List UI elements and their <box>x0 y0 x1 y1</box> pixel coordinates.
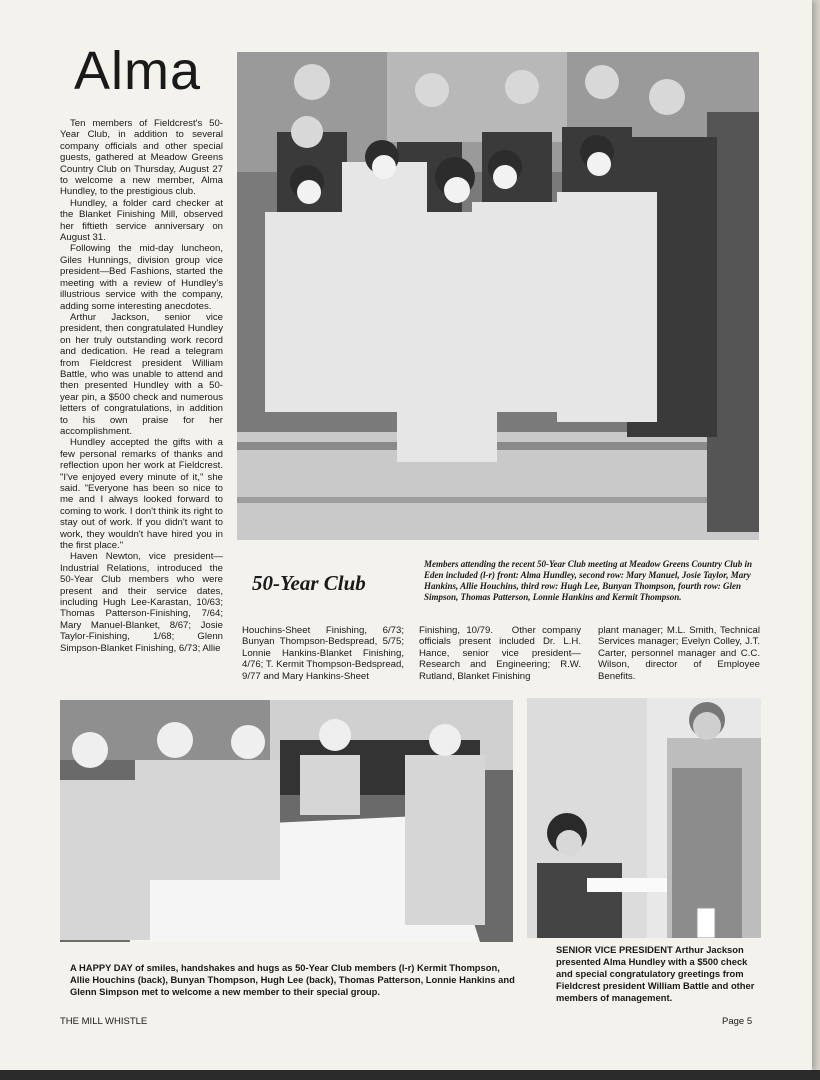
paragraph: Finishing, 10/79. Other company officials present included Dr. L.H. Hance, senior vice president—Research and Engineering; R.W. Rutland, Blanket Finishing <box>419 625 581 682</box>
paragraph: Following the mid-day luncheon, Giles Hunnings, division group vice president—Bed Fashions, started the meeting with a review of Hundley's illustrious service with the company, adding some interesting anecdotes. <box>60 243 223 312</box>
paragraph: Hundley, a folder card checker at the Blanket Finishing Mill, observed her fiftieth service anniversary on August 31. <box>60 197 223 244</box>
section-subhead: 50-Year Club <box>252 571 366 595</box>
paragraph: Houchins-Sheet Finishing, 6/73; Bunyan Thompson-Bedspread, 5/75; Lonnie Hankins-Blanket Finishing, 4/76; T. Kermit Thompson-Bedspread, 9/77 and Mary Hankins-Sheet <box>242 625 404 682</box>
presentation-photo <box>527 698 761 938</box>
paragraph: Hundley accepted the gifts with a few personal remarks of thanks and reflection upon her work at Fieldcrest. "I've enjoyed every minute of it," she said. "Everyone has been so nice to me and I always looked forward to coming to work. I don't think its right to stay out of work. If you didn't want to work, they wouldn't have hired you in the first place." <box>60 437 223 552</box>
paragraph: plant manager; M.L. Smith, Technical Services manager; Evelyn Colley, J.T. Carter, personnel manager and C.C. Wilson, director of Employee Benefits. <box>598 625 760 682</box>
article-title: Alma <box>74 41 202 101</box>
publication-name: THE MILL WHISTLE <box>60 1016 148 1027</box>
paragraph: Ten members of Fieldcrest's 50-Year Club, in addition to several company officials and other special guests, gathered at Meadow Greens Country Club on Thursday, August 27 to welcome a new member, Alma Hundley, to the prestigious club. <box>60 118 223 198</box>
article-column-4 <box>598 625 760 682</box>
article-column-1 <box>60 118 223 654</box>
luncheon-photo <box>60 700 513 942</box>
page-number: Page 5 <box>722 1016 753 1027</box>
paragraph: Arthur Jackson, senior vice president, then congratulated Hundley on her truly outstanding work record and dedication. He read a telegram from Fieldcrest president William Battle, who was unable to attend and then presented Hundley with a 50-year pin, a $500 check and numerous letters of congratulations, in addition to his own praise for her accomplishment. <box>60 311 223 437</box>
luncheon-photo-caption: A HAPPY DAY of smiles, handshakes and hugs as 50-Year Club members (l-r) Kermit Thompson, Allie Houchins (back), Bunyan Thompson, Hugh Lee (back), Thomas Patterson, Lonnie Hankins and Glenn Simpson met to welcome a new member to their special group. <box>70 962 515 997</box>
presentation-photo-caption: SENIOR VICE PRESIDENT Arthur Jackson presented Alma Hundley with a $500 check and special congratulatory greetings from Fieldcrest president William Battle and other members of management. <box>556 944 755 1003</box>
group-photo <box>237 52 759 540</box>
group-photo-caption: Members attending the recent 50-Year Club meeting at Meadow Greens Country Club in Eden included (l-r) front: Alma Hundley, second row: Mary Manuel, Josie Taylor, Mary Hankins, Allie Houchins, third row: Hugh Lee, Bunyan Thompson, fourth row: Glen Simpson, Thomas Patterson, Lonnie Hankins and Kermit Thompson. <box>424 559 753 602</box>
article-column-3 <box>419 625 581 682</box>
paragraph: Haven Newton, vice president—Industrial Relations, introduced the 50-Year Club members who were present and their service dates, including Hugh Lee-Karastan, 10/63; Thomas Patterson-Finishing, 7/64; Mary Manuel-Blanket, 8/67; Josie Taylor-Finishing, 1/68; Glenn Simpson-Blanket Finishing, 6/73; Allie <box>60 551 223 654</box>
scan-edge <box>0 1070 820 1080</box>
article-column-2 <box>242 625 404 682</box>
